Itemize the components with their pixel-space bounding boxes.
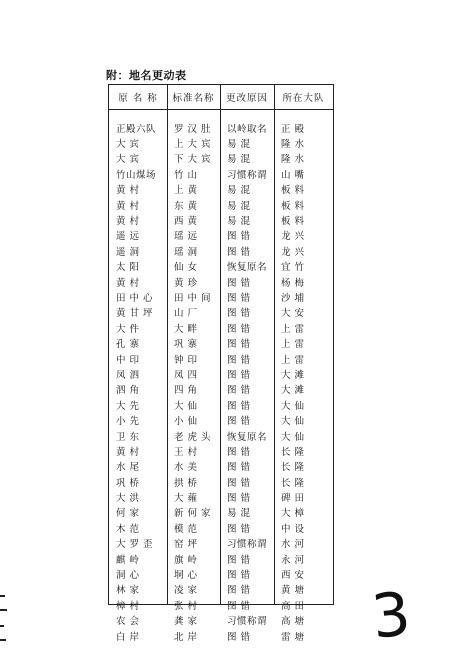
change-reason-cell: 习惯称谓	[227, 539, 268, 551]
header-change-reason: 更改原因	[225, 93, 268, 104]
change-reason-cell: 图 错	[227, 631, 251, 643]
original-name-cell: 麒 岭	[116, 554, 140, 566]
standard-name-cell: 山 厂	[174, 308, 198, 320]
table-row	[109, 520, 333, 535]
brigade-cell: 隆 水	[281, 154, 305, 166]
standard-name-cell: 黄 珍	[174, 277, 198, 289]
change-reason-cell: 易 混	[227, 508, 251, 520]
table-row	[109, 228, 333, 243]
table-row	[109, 212, 333, 227]
change-reason-cell: 图 错	[227, 416, 251, 428]
original-name-cell: 木 范	[116, 523, 140, 535]
standard-name-cell: 新 何 家	[174, 508, 212, 520]
standard-name-cell: 东 黄	[174, 200, 198, 212]
table-row	[109, 259, 333, 274]
original-name-cell: 巩 桥	[116, 477, 140, 489]
brigade-cell: 板 料	[281, 200, 305, 212]
original-name-cell: 太 阳	[116, 262, 140, 274]
original-name-cell: 何 家	[116, 508, 140, 520]
standard-name-cell: 巩 寨	[174, 339, 198, 351]
change-reason-cell: 图 错	[227, 600, 251, 612]
brigade-cell: 沙 埔	[281, 292, 305, 304]
original-name-cell: 大 先	[116, 400, 140, 412]
standard-name-cell: 田 中 间	[174, 292, 212, 304]
change-reason-cell: 图 错	[227, 292, 251, 304]
standard-name-cell: 下 大 宾	[174, 154, 212, 166]
table-row	[109, 151, 333, 166]
header-brigade: 所在大队	[282, 93, 325, 104]
brigade-cell: 隆 水	[281, 139, 305, 151]
brigade-cell: 黄 塘	[281, 585, 305, 597]
table-row	[109, 305, 333, 320]
original-name-cell: 黄 村	[116, 200, 140, 212]
change-reason-cell: 习惯称谓	[227, 616, 268, 628]
standard-name-cell: 四 角	[174, 385, 198, 397]
table-row	[109, 412, 333, 427]
change-reason-cell: 图 错	[227, 493, 251, 505]
change-reason-cell: 易 混	[227, 154, 251, 166]
table-body	[109, 120, 333, 643]
header-standard-name: 标准名称	[172, 93, 215, 104]
standard-name-cell: 拱 桥	[174, 477, 198, 489]
original-name-cell: 田 中 心	[116, 292, 154, 304]
change-reason-cell: 易 混	[227, 139, 251, 151]
table-row	[109, 182, 333, 197]
standard-name-cell: 北 岸	[174, 631, 198, 643]
table-row	[109, 628, 333, 643]
standard-name-cell: 大 畔	[174, 323, 198, 335]
table-row	[109, 320, 333, 335]
change-reason-cell: 易 混	[227, 216, 251, 228]
brigade-cell: 中 设	[281, 523, 305, 535]
table-row	[109, 166, 333, 181]
original-name-cell: 水 尾	[116, 462, 140, 474]
standard-name-cell: 水 美	[174, 462, 198, 474]
original-name-cell: 大 宾	[116, 154, 140, 166]
table-row	[109, 135, 333, 150]
table-row	[109, 428, 333, 443]
table-row	[109, 274, 333, 289]
table-row	[109, 120, 333, 135]
change-reason-cell: 图 错	[227, 554, 251, 566]
change-reason-cell: 图 错	[227, 308, 251, 320]
brigade-cell: 上 雷	[281, 323, 305, 335]
standard-name-cell: 凌 家	[174, 585, 198, 597]
change-reason-cell: 图 错	[227, 462, 251, 474]
table-row	[109, 397, 333, 412]
brigade-cell: 山 嘴	[281, 169, 305, 181]
brigade-cell: 长 隆	[281, 462, 305, 474]
original-name-cell: 黄 村	[116, 216, 140, 228]
scan-margin-marks	[0, 595, 8, 655]
brigade-cell: 杨 梅	[281, 277, 305, 289]
original-name-cell: 洞 心	[116, 570, 140, 582]
brigade-cell: 水 河	[281, 539, 305, 551]
table-row	[109, 197, 333, 212]
original-name-cell: 大 宾	[116, 139, 140, 151]
header-divider	[109, 109, 333, 110]
change-reason-cell: 图 错	[227, 446, 251, 458]
change-reason-cell: 图 错	[227, 585, 251, 597]
change-reason-cell: 易 混	[227, 200, 251, 212]
original-name-cell: 黄 村	[116, 277, 140, 289]
brigade-cell: 上 雷	[281, 339, 305, 351]
brigade-cell: 高 田	[281, 600, 305, 612]
brigade-cell: 永 河	[281, 554, 305, 566]
table-row	[109, 566, 333, 581]
standard-name-cell: 大 蕹	[174, 493, 198, 505]
standard-name-cell: 老 虎 头	[174, 431, 212, 443]
brigade-cell: 大 仙	[281, 400, 305, 412]
table-row	[109, 597, 333, 612]
original-name-cell: 孔 寨	[116, 339, 140, 351]
change-reason-cell: 图 错	[227, 231, 251, 243]
standard-name-cell: 小 仙	[174, 416, 198, 428]
table-row	[109, 505, 333, 520]
change-reason-cell: 恢复原名	[227, 262, 268, 274]
table-row	[109, 489, 333, 504]
original-name-cell: 黄 村	[116, 446, 140, 458]
standard-name-cell: 垌 心	[174, 570, 198, 582]
original-name-cell: 林 家	[116, 585, 140, 597]
original-name-cell: 遥 远	[116, 231, 140, 243]
brigade-cell: 长 隆	[281, 477, 305, 489]
change-reason-cell: 图 错	[227, 523, 251, 535]
table-row	[109, 289, 333, 304]
original-name-cell: 竹山煤场	[116, 169, 157, 181]
standard-name-cell: 钟 印	[174, 354, 198, 366]
original-name-cell: 农 会	[116, 616, 140, 628]
page-title: 附：地名更动表	[106, 69, 187, 82]
change-reason-cell: 图 错	[227, 570, 251, 582]
change-reason-cell: 易 混	[227, 185, 251, 197]
handwritten-page-number: 3	[368, 579, 414, 653]
change-reason-cell: 图 错	[227, 369, 251, 381]
brigade-cell: 雷 塘	[281, 631, 305, 643]
table-row	[109, 474, 333, 489]
brigade-cell: 大 滩	[281, 385, 305, 397]
table-row	[109, 366, 333, 381]
brigade-cell: 宜 竹	[281, 262, 305, 274]
original-name-cell: 遥 洞	[116, 246, 140, 258]
original-name-cell: 小 先	[116, 416, 140, 428]
brigade-cell: 正 殿	[281, 123, 305, 135]
change-reason-cell: 图 错	[227, 277, 251, 289]
standard-name-cell: 瑶 洞	[174, 246, 198, 258]
standard-name-cell: 王 村	[174, 446, 198, 458]
change-reason-cell: 图 错	[227, 339, 251, 351]
table-row	[109, 351, 333, 366]
header-original-name: 原 名 称	[118, 93, 158, 104]
change-reason-cell: 图 错	[227, 477, 251, 489]
brigade-cell: 大 安	[281, 308, 305, 320]
original-name-cell: 大 洪	[116, 493, 140, 505]
brigade-cell: 长 隆	[281, 446, 305, 458]
original-name-cell: 黄 甘 坪	[116, 308, 154, 320]
change-reason-cell: 以岭取名	[227, 123, 268, 135]
brigade-cell: 大 仙	[281, 431, 305, 443]
standard-name-cell: 罗 汉 肚	[174, 123, 212, 135]
change-reason-cell: 图 错	[227, 385, 251, 397]
original-name-cell: 卫 东	[116, 431, 140, 443]
standard-name-cell: 窑 坪	[174, 539, 198, 551]
change-reason-cell: 图 错	[227, 400, 251, 412]
table-row	[109, 536, 333, 551]
standard-name-cell: 仙 女	[174, 262, 198, 274]
original-name-cell: 樟 村	[116, 600, 140, 612]
brigade-cell: 大 滩	[281, 369, 305, 381]
brigade-cell: 龙 兴	[281, 231, 305, 243]
standard-name-cell: 龚 家	[174, 616, 198, 628]
brigade-cell: 板 料	[281, 216, 305, 228]
table-row	[109, 582, 333, 597]
original-name-cell: 大 件	[116, 323, 140, 335]
brigade-cell: 大 仙	[281, 416, 305, 428]
standard-name-cell: 大 仙	[174, 400, 198, 412]
brigade-cell: 上 雷	[281, 354, 305, 366]
table-row	[109, 443, 333, 458]
table-row	[109, 335, 333, 350]
change-reason-cell: 习惯称谓	[227, 169, 268, 181]
place-name-change-table	[108, 84, 334, 643]
original-name-cell: 凤 泗	[116, 369, 140, 381]
brigade-cell: 西 安	[281, 570, 305, 582]
brigade-cell: 大 樟	[281, 508, 305, 520]
table-row	[109, 551, 333, 566]
standard-name-cell: 西 黄	[174, 216, 198, 228]
original-name-cell: 大 罗 歪	[116, 539, 154, 551]
original-name-cell: 中 印	[116, 354, 140, 366]
table-row	[109, 243, 333, 258]
standard-name-cell: 上 黄	[174, 185, 198, 197]
change-reason-cell: 恢复原名	[227, 431, 268, 443]
standard-name-cell: 瑶 远	[174, 231, 198, 243]
standard-name-cell: 竹 山	[174, 169, 198, 181]
table-row	[109, 459, 333, 474]
original-name-cell: 泗 角	[116, 385, 140, 397]
change-reason-cell: 图 错	[227, 354, 251, 366]
change-reason-cell: 图 错	[227, 323, 251, 335]
standard-name-cell: 张 村	[174, 600, 198, 612]
standard-name-cell: 模 范	[174, 523, 198, 535]
standard-name-cell: 旗 岭	[174, 554, 198, 566]
original-name-cell: 正殿六队	[116, 123, 157, 135]
standard-name-cell: 凤 四	[174, 369, 198, 381]
original-name-cell: 白 岸	[116, 631, 140, 643]
brigade-cell: 碑 田	[281, 493, 305, 505]
change-reason-cell: 图 错	[227, 246, 251, 258]
table-row	[109, 382, 333, 397]
brigade-cell: 板 料	[281, 185, 305, 197]
brigade-cell: 龙 兴	[281, 246, 305, 258]
brigade-cell: 高 塘	[281, 616, 305, 628]
original-name-cell: 黄 村	[116, 185, 140, 197]
table-row	[109, 613, 333, 628]
standard-name-cell: 上 大 宾	[174, 139, 212, 151]
table-header	[109, 85, 333, 109]
